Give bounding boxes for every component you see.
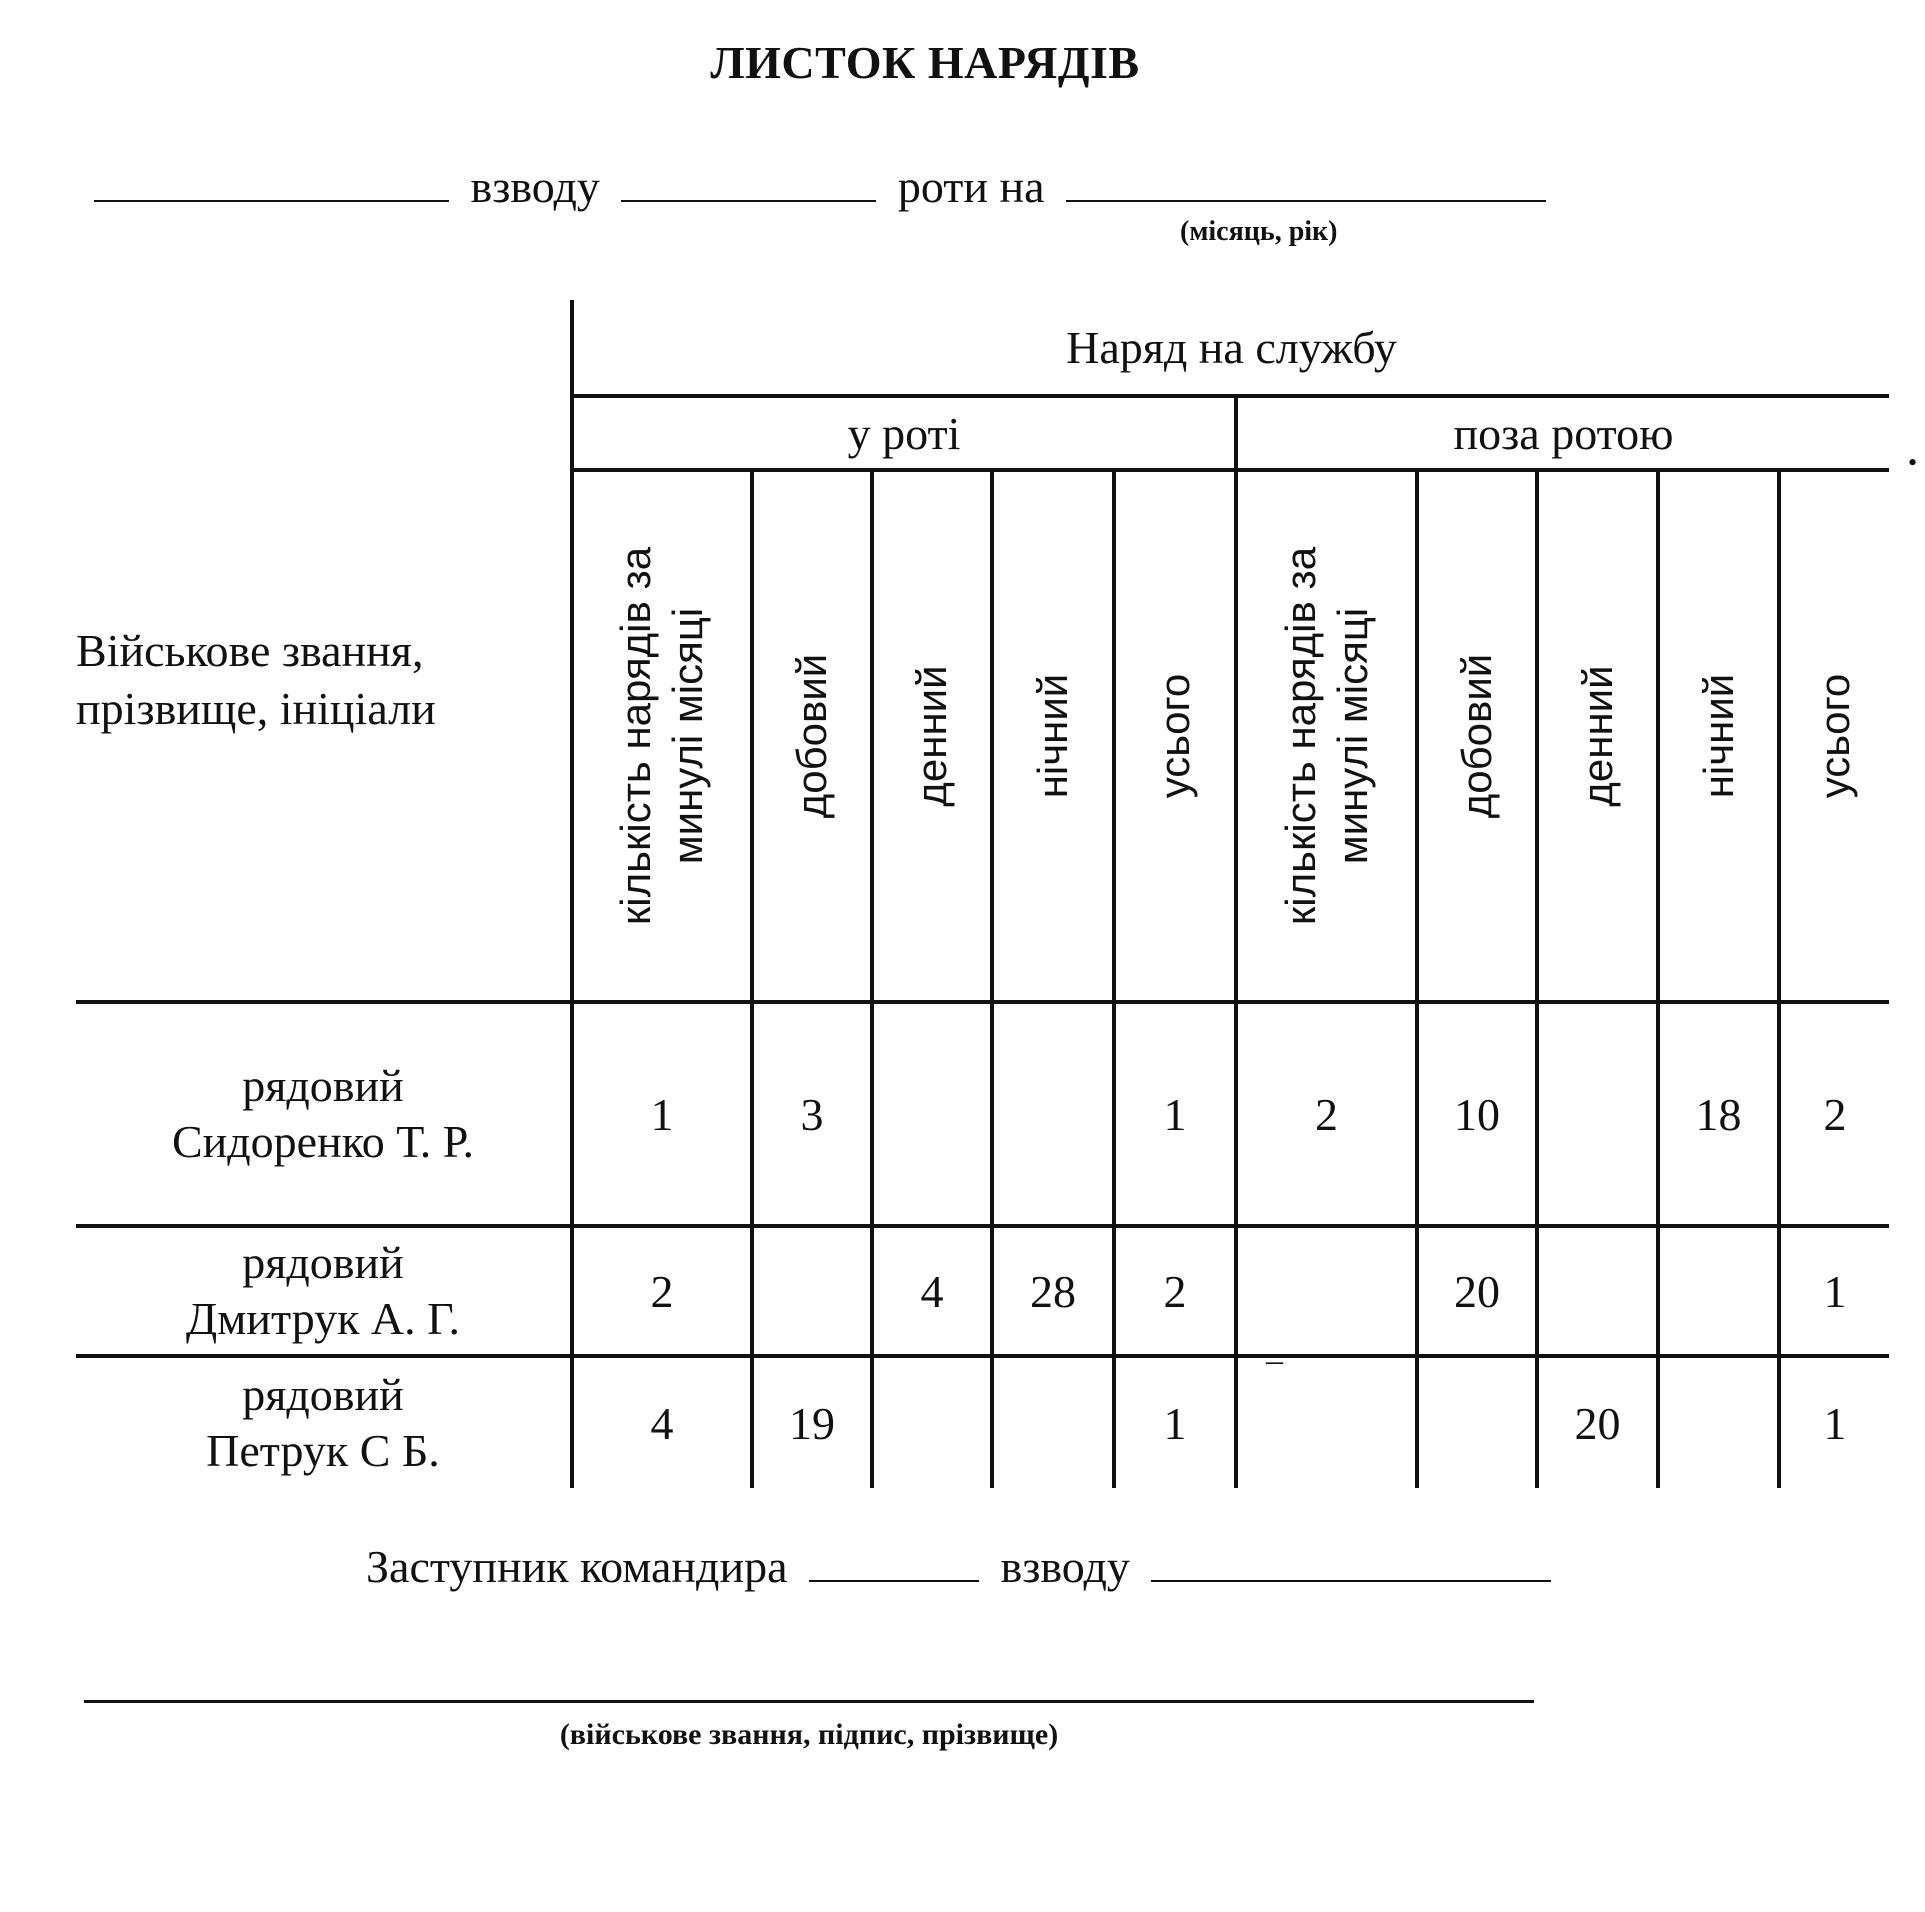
subcolumn-label: добовий <box>1453 653 1500 819</box>
duty-roster-table <box>76 300 1889 1488</box>
person-rank: рядовий <box>242 1060 404 1111</box>
subcolumn-header <box>992 470 1114 1002</box>
person-name: Дмитрук А. Г. <box>185 1293 461 1344</box>
footer-line <box>366 1540 1551 1593</box>
table-row <box>76 1226 1889 1356</box>
subcolumn-label: усього <box>1151 673 1198 799</box>
company-label: роти на <box>897 161 1045 212</box>
table-cell: 2 <box>1114 1226 1236 1356</box>
period-blank <box>1066 170 1546 202</box>
table-cell <box>1658 1226 1779 1356</box>
table-cell: 4 <box>572 1356 752 1488</box>
subcolumn-header <box>752 470 872 1002</box>
table-cell: 20 <box>1417 1226 1537 1356</box>
subcolumn-label: денний <box>908 665 955 807</box>
person-rank: рядовий <box>242 1369 404 1420</box>
table-cell: 2 <box>1236 1002 1417 1226</box>
subcolumn-header <box>1779 470 1889 1002</box>
scan-dot-mark: • <box>1908 448 1918 477</box>
subcolumn-header <box>1236 470 1417 1002</box>
table-cell <box>1417 1356 1537 1488</box>
subcolumn-header <box>1537 470 1658 1002</box>
table-cell: 28 <box>992 1226 1114 1356</box>
table-cell <box>872 1002 992 1226</box>
table-cell: 20 <box>1537 1356 1658 1488</box>
table-cell: 2 <box>572 1226 752 1356</box>
table-cell <box>1537 1002 1658 1226</box>
table-cell: 1 <box>1779 1226 1889 1356</box>
footer-platoon-label: взводу <box>1000 1541 1130 1592</box>
subcolumn-header <box>572 470 752 1002</box>
table-cell: 4 <box>872 1226 992 1356</box>
group-header-outside-company: поза ротою <box>1236 396 1889 470</box>
subcolumn-header <box>872 470 992 1002</box>
table-cell: 1 <box>572 1002 752 1226</box>
table-cell <box>1658 1356 1779 1488</box>
platoon-label: взводу <box>470 161 600 212</box>
table-cell: 1 <box>1779 1356 1889 1488</box>
subcolumn-label: нічний <box>1694 673 1742 799</box>
top-header: Наряд на службу <box>572 300 1889 396</box>
table-cell: 1 <box>1114 1002 1236 1226</box>
subcolumn-label: кількість нарядів за минулі місяці <box>1276 546 1376 926</box>
table-cell <box>1537 1226 1658 1356</box>
table-row <box>76 1002 1889 1226</box>
platoon-blank <box>94 170 449 202</box>
subcolumn-label: кількість нарядів за минулі місяці <box>612 546 711 926</box>
subcolumn-header <box>1658 470 1779 1002</box>
table-cell: 18 <box>1658 1002 1779 1226</box>
subcolumn-header <box>1114 470 1236 1002</box>
table-cell <box>872 1356 992 1488</box>
rank-column-header: Військове звання, прізвище, ініціали <box>76 625 436 734</box>
table-cell: 3 <box>752 1002 872 1226</box>
table-cell <box>992 1002 1114 1226</box>
table-cell: 19 <box>752 1356 872 1488</box>
subcolumn-label: денний <box>1573 665 1621 807</box>
person-rank: рядовий <box>242 1237 404 1288</box>
table-cell <box>1236 1226 1417 1356</box>
person-cell <box>76 1226 572 1356</box>
header-line <box>94 160 1546 213</box>
deputy-label: Заступник командира <box>366 1541 788 1592</box>
group-header-in-company: у роті <box>572 396 1236 470</box>
person-cell <box>76 1356 572 1488</box>
signature-caption: (військове звання, підпис, прізвище) <box>559 1718 1059 1751</box>
table-cell: 1 <box>1114 1356 1236 1488</box>
signature-line <box>84 1700 1534 1703</box>
table-cell <box>1236 1356 1417 1488</box>
company-blank <box>621 170 876 202</box>
table-cell: 2 <box>1779 1002 1889 1226</box>
table-cell <box>752 1226 872 1356</box>
person-name: Сидоренко Т. Р. <box>171 1116 475 1167</box>
table-row <box>76 1356 1889 1488</box>
table-cell: 10 <box>1417 1002 1537 1226</box>
person-cell <box>76 1002 572 1226</box>
period-caption: (місяць, рік) <box>1180 216 1338 247</box>
deputy-name-blank <box>1151 1550 1551 1582</box>
document-title: ЛИСТОК НАРЯДІВ <box>710 37 1140 88</box>
subcolumn-label: нічний <box>1029 673 1076 799</box>
subcolumn-header <box>1417 470 1537 1002</box>
deputy-platoon-blank <box>809 1550 979 1582</box>
scan-dash-mark: ‒ <box>1266 1342 1283 1379</box>
person-name: Петрук С Б. <box>206 1425 440 1476</box>
table-cell <box>992 1356 1114 1488</box>
subcolumn-label: добовий <box>788 653 835 819</box>
subcolumn-label: усього <box>1811 673 1858 799</box>
